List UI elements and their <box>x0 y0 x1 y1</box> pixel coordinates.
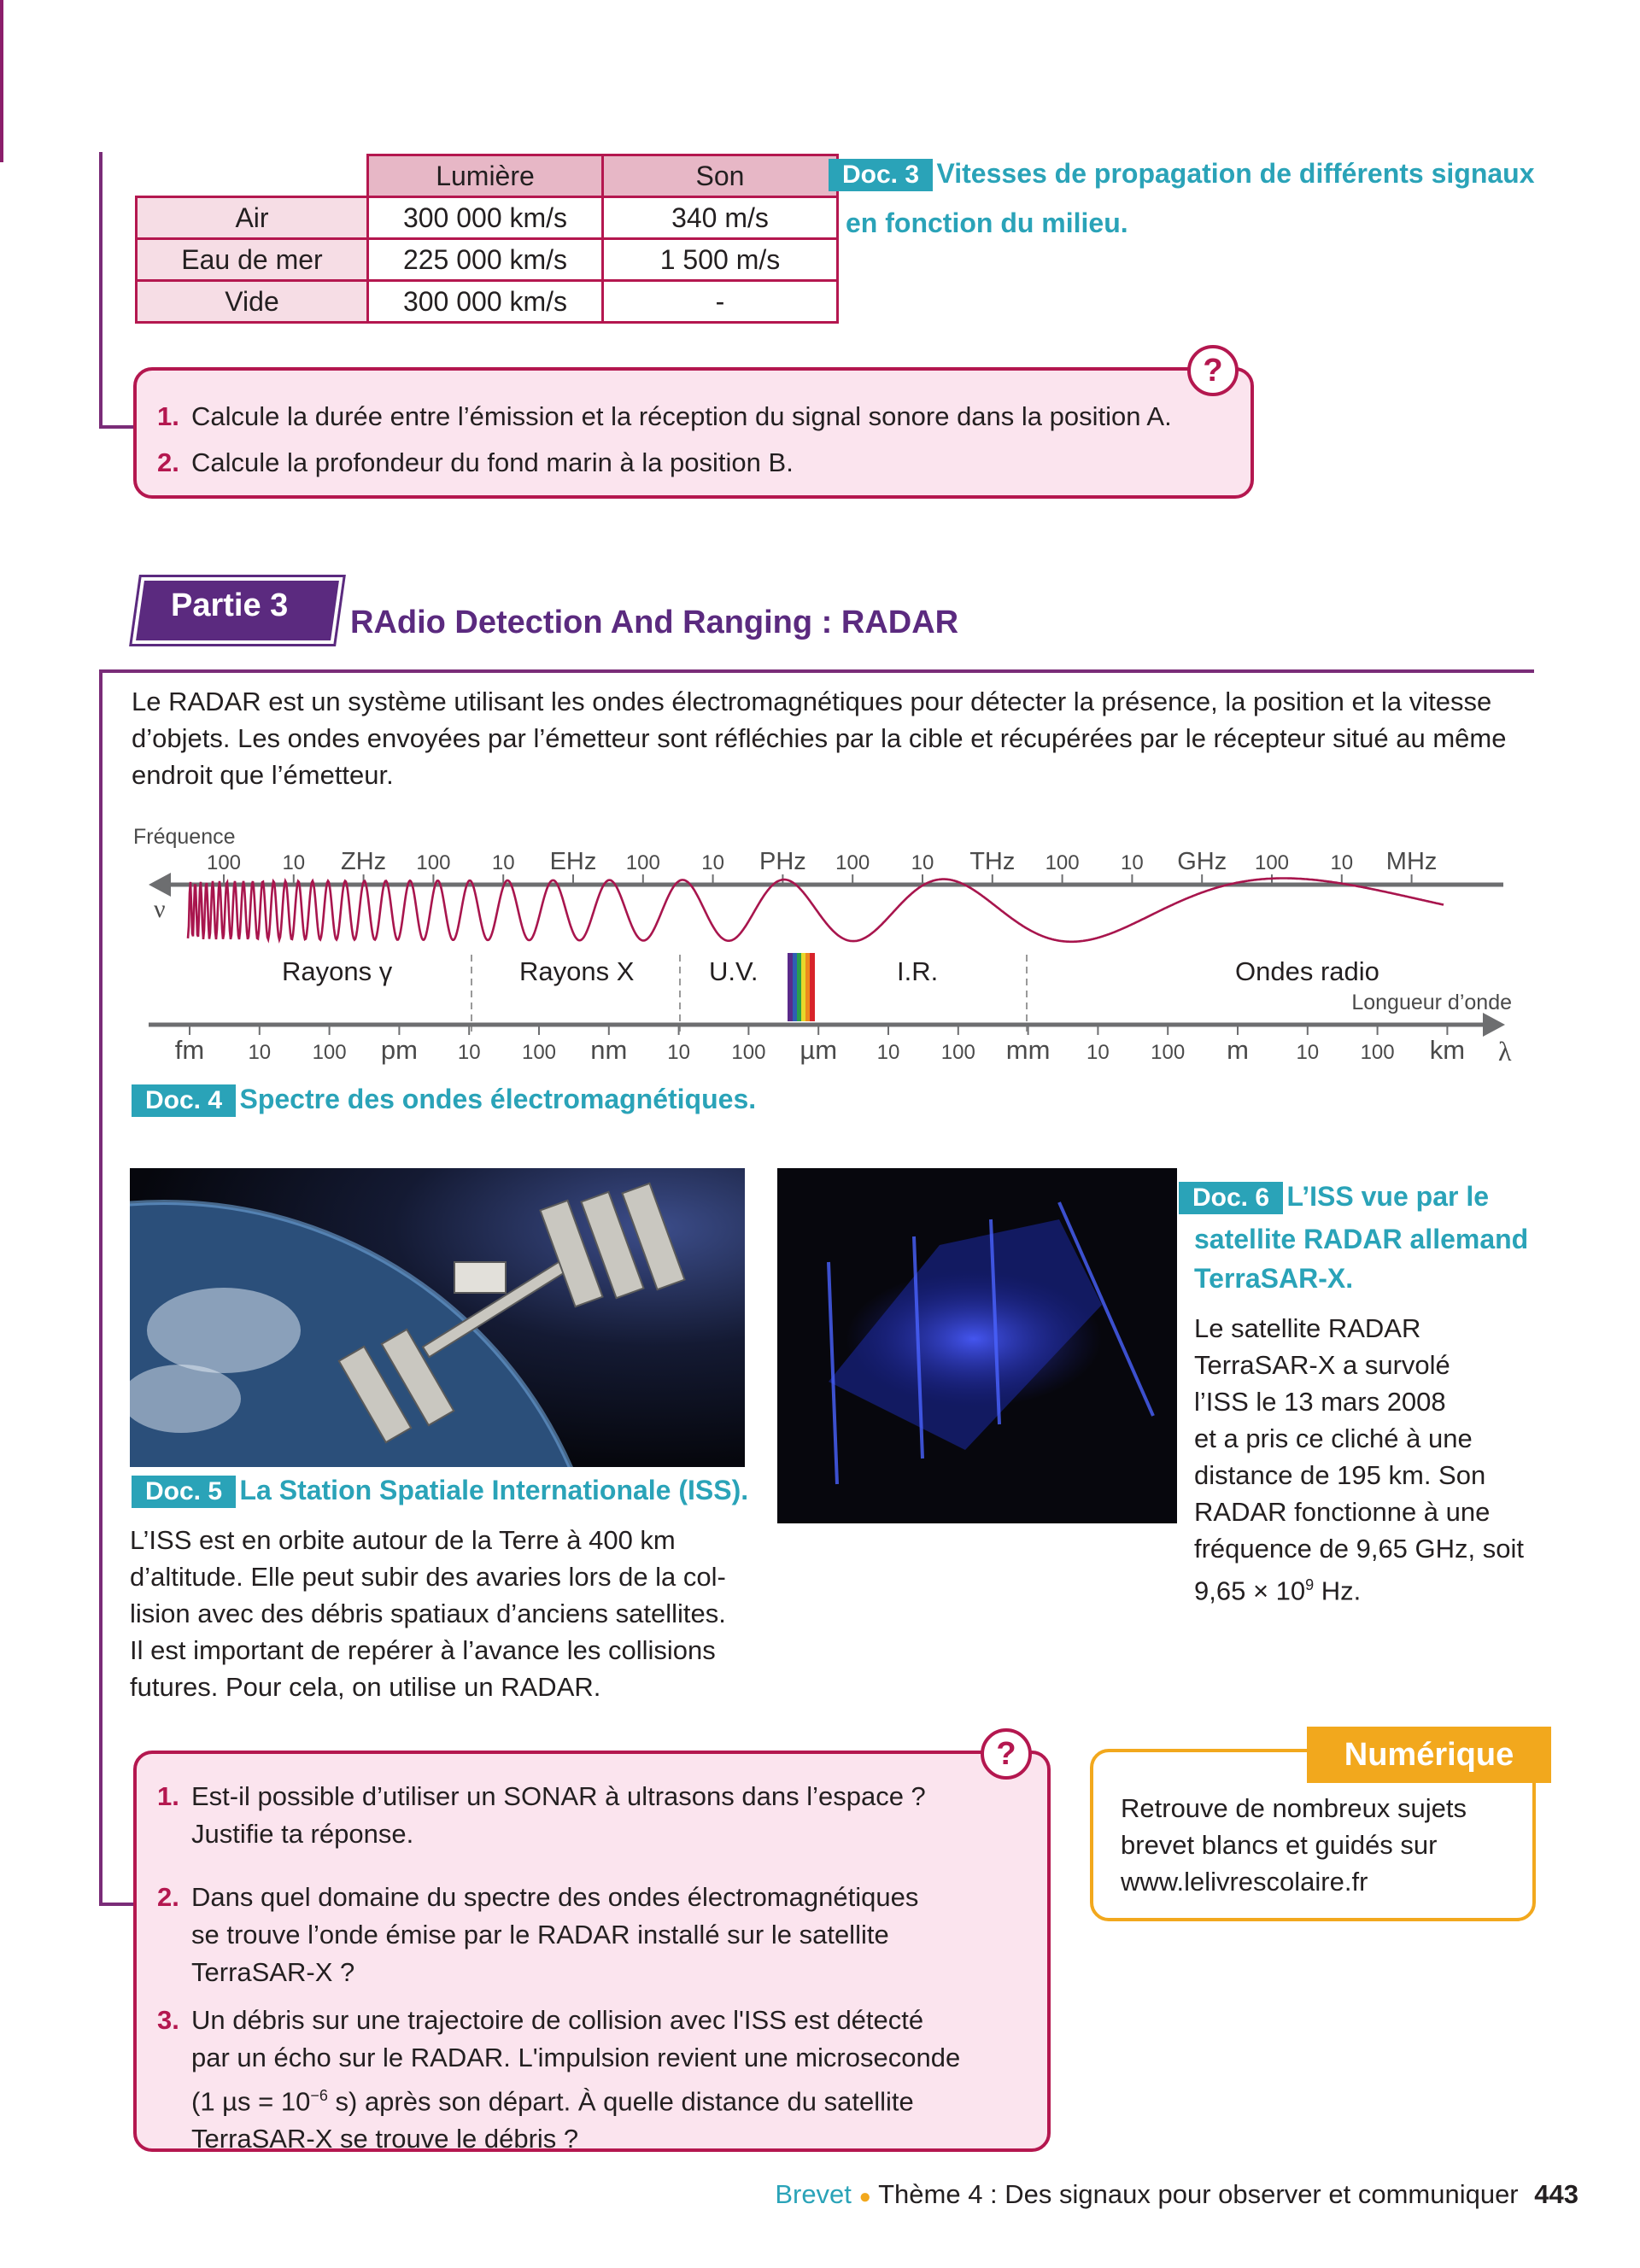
tick-label: m <box>1227 1035 1249 1065</box>
tick-label: 100 <box>206 851 242 874</box>
doc-title: Vitesses de propagation de différents signaux <box>936 158 1535 189</box>
freq-axis-arrow <box>149 873 171 897</box>
tick-label: 100 <box>312 1041 347 1064</box>
doc4-caption <box>132 1079 756 1119</box>
tick-label: km <box>1429 1035 1466 1065</box>
text-line: Retrouve de nombreux sujets <box>1121 1793 1467 1823</box>
question-text: TerraSAR-X ? <box>191 1957 355 1987</box>
page-number: 443 <box>1534 2179 1578 2209</box>
partie-label: Partie 3 <box>171 587 289 623</box>
tick-label: THz <box>969 848 1016 875</box>
radar-image <box>777 1168 1177 1523</box>
sound-speed: 340 m/s <box>603 197 838 239</box>
question-text: Est-il possible d’utiliser un SONAR à ultrasons dans l’espace ? <box>191 1781 926 1811</box>
sound-speed: - <box>603 281 838 323</box>
exponent: −6 <box>310 2087 328 2104</box>
tick-label: MHz <box>1385 848 1438 875</box>
question-text: s) après son départ. À quelle distance du satellite <box>327 2086 914 2117</box>
doc-tag: Doc. 4 <box>132 1084 236 1117</box>
table-row <box>137 281 838 323</box>
tick-label: 100 <box>1254 851 1290 874</box>
question-box <box>133 1751 1051 2152</box>
section-rule <box>99 669 1534 673</box>
question-number: 1. <box>157 1781 179 1811</box>
wl-axis-title: Longueur d’onde <box>1351 991 1512 1014</box>
light-speed: 225 000 km/s <box>368 239 603 281</box>
tick-label: 10 <box>876 1041 900 1064</box>
wl-axis-arrow <box>1483 1013 1505 1037</box>
question-number: 3. <box>157 2005 179 2035</box>
bracket-line <box>99 152 102 429</box>
question-item <box>157 1879 918 1991</box>
doc-title: Spectre des ondes électromagnétiques. <box>239 1084 757 1114</box>
question-text: TerraSAR-X se trouve le débris ? <box>191 2124 579 2154</box>
text-line: distance de 195 km. Son <box>1194 1460 1486 1490</box>
numerique-tab: Numérique <box>1307 1727 1551 1783</box>
doc-tag: Doc. 6 <box>1179 1182 1283 1214</box>
row-label: Eau de mer <box>137 239 368 281</box>
tick-label: fm <box>174 1035 205 1065</box>
sound-speed: 1 500 m/s <box>603 239 838 281</box>
tick-label: 100 <box>1360 1041 1395 1064</box>
visible-band <box>788 953 815 1021</box>
domain-gamma: Rayons γ <box>282 956 393 986</box>
text-line: futures. Pour cela, on utilise un RADAR. <box>130 1672 601 1702</box>
text-fragment: Hz. <box>1314 1575 1362 1606</box>
text-line: Il est important de repérer à l’avance les collisions <box>130 1635 716 1665</box>
table-header: Son <box>603 155 838 197</box>
page-footer <box>775 2179 1578 2210</box>
table-row <box>137 197 838 239</box>
speed-table <box>135 154 839 324</box>
question-number: 2. <box>157 447 179 477</box>
tick-label: 100 <box>940 1041 975 1064</box>
iss-illustration <box>130 1168 745 1467</box>
doc-title: L’ISS vue par le <box>1286 1181 1490 1212</box>
iss-photo <box>130 1168 745 1467</box>
wave-curve <box>188 879 1444 942</box>
tick-label: nm <box>590 1035 628 1065</box>
doc-title: en fonction du milieu. <box>846 208 1128 238</box>
question-number: 2. <box>157 1882 179 1912</box>
question-text: Dans quel domaine du spectre des ondes électromagnétiques <box>191 1882 919 1912</box>
tick-label: EHz <box>549 848 597 875</box>
text-line: d’altitude. Elle peut subir des avaries lors de la col- <box>130 1562 726 1592</box>
tick-label: 10 <box>1121 851 1144 874</box>
question-item <box>157 444 794 482</box>
text-line: fréquence de 9,65 GHz, soit <box>1194 1534 1525 1564</box>
question-icon: ? <box>981 1728 1032 1780</box>
tick-label: 10 <box>1086 1041 1110 1064</box>
tick-label: GHz <box>1177 848 1227 875</box>
freq-symbol: ν <box>154 895 166 923</box>
intro-line: d’objets. Les ondes envoyées par l’émetteur sont réfléchies par la cible et récupérées par le récepteur situé au même <box>132 723 1507 753</box>
domain-radio: Ondes radio <box>1235 956 1379 986</box>
question-text: Calcule la durée entre l’émission et la réception du signal sonore dans la position A. <box>191 401 1172 431</box>
tick-label: PHz <box>759 848 806 875</box>
tick-label: 100 <box>625 851 660 874</box>
tick-label: 10 <box>1296 1041 1320 1064</box>
tick-label: 10 <box>701 851 724 874</box>
table-row <box>137 239 838 281</box>
question-box <box>133 367 1254 499</box>
tick-label: pm <box>380 1035 418 1065</box>
tick-label: ZHz <box>341 848 387 875</box>
doc-title: TerraSAR-X. <box>1194 1263 1354 1294</box>
row-label: Vide <box>137 281 368 323</box>
tick-label: 10 <box>457 1041 481 1064</box>
question-text: Justifie ta réponse. <box>191 1819 414 1849</box>
page-edge-marker <box>0 0 3 162</box>
question-item <box>157 2002 960 2158</box>
freq-axis-title: Fréquence <box>133 825 236 849</box>
tick-label: 10 <box>911 851 934 874</box>
tick-label: 100 <box>1151 1041 1186 1064</box>
table-corner <box>137 155 368 197</box>
spectrum-diagram <box>128 818 1538 1074</box>
bracket-line <box>99 425 137 429</box>
domain-uv: U.V. <box>709 956 758 986</box>
question-text: se trouve l’onde émise par le RADAR installé sur le satellite <box>191 1920 889 1949</box>
doc-tag: Doc. 5 <box>132 1476 236 1508</box>
doc-title: satellite RADAR allemand <box>1194 1224 1529 1254</box>
text-line: brevet blancs et guidés sur <box>1121 1830 1438 1860</box>
question-text: Calcule la profondeur du fond marin à la position B. <box>191 447 794 477</box>
wl-symbol: λ <box>1498 1036 1512 1067</box>
tick-label: mm <box>1005 1035 1051 1065</box>
intro-line: Le RADAR est un système utilisant les ondes électromagnétiques pour détecter la présence, la position et la vitesse <box>132 687 1492 716</box>
light-speed: 300 000 km/s <box>368 197 603 239</box>
tick-label: 10 <box>1330 851 1354 874</box>
light-speed: 300 000 km/s <box>368 281 603 323</box>
footer-theme: Thème 4 : Des signaux pour observer et communiquer <box>878 2179 1519 2209</box>
question-text: Un débris sur une trajectoire de collision avec l'ISS est détecté <box>191 2005 924 2035</box>
intro-line: endroit que l’émetteur. <box>132 760 394 790</box>
domain-xray: Rayons X <box>519 956 635 986</box>
tick-label: 10 <box>282 851 306 874</box>
text-line: RADAR fonctionne à une <box>1194 1497 1491 1527</box>
question-text: (1 µs = 10 <box>191 2086 311 2117</box>
question-item <box>157 1778 926 1853</box>
tick-label: 10 <box>248 1041 272 1064</box>
partie-title: RAdio Detection And Ranging : RADAR <box>350 605 959 640</box>
doc6-caption <box>1179 1177 1489 1216</box>
bracket-line <box>99 669 102 1906</box>
tick-label: µm <box>800 1035 838 1065</box>
tick-label: 10 <box>491 851 515 874</box>
tick-label: 100 <box>416 851 451 874</box>
text-line <box>1194 1567 1553 1609</box>
bracket-line <box>99 1903 137 1906</box>
footer-brevet: Brevet <box>775 2179 852 2209</box>
text-line: l’ISS le 13 mars 2008 <box>1194 1387 1446 1417</box>
radar-illustration <box>777 1168 1177 1523</box>
tick-label: 10 <box>667 1041 690 1064</box>
text-line: L’ISS est en orbite autour de la Terre à 400 km <box>130 1525 676 1555</box>
table-header: Lumière <box>368 155 603 197</box>
footer-dot: ● <box>858 2185 872 2208</box>
question-text: par un écho sur le RADAR. L'impulsion revient une microseconde <box>191 2043 961 2072</box>
tick-label: 100 <box>1045 851 1080 874</box>
row-label: Air <box>137 197 368 239</box>
doc5-text <box>130 1522 762 1705</box>
tick-label: 100 <box>731 1041 766 1064</box>
text-line: TerraSAR-X a survolé <box>1194 1350 1450 1380</box>
question-item <box>157 398 1172 435</box>
doc6-text <box>1194 1310 1553 1609</box>
text-line: et a pris ce cliché à une <box>1194 1423 1473 1453</box>
intro-paragraph <box>132 683 1541 793</box>
numerique-text <box>1121 1790 1467 1900</box>
text-line: Le satellite RADAR <box>1194 1313 1421 1343</box>
doc-tag: Doc. 3 <box>829 159 933 191</box>
tick-label: 100 <box>835 851 870 874</box>
domain-ir: I.R. <box>897 956 939 986</box>
doc-title: La Station Spatiale Internationale (ISS). <box>239 1475 749 1505</box>
wl-tick-labels <box>175 1025 1465 1065</box>
website-link[interactable]: www.lelivrescolaire.fr <box>1121 1867 1368 1897</box>
doc3-caption <box>829 154 1535 193</box>
exponent: 9 <box>1305 1576 1315 1593</box>
text-fragment: 9,65 × 10 <box>1194 1575 1306 1606</box>
doc5-caption <box>132 1470 748 1510</box>
question-icon: ? <box>1187 345 1239 396</box>
question-number: 1. <box>157 401 179 431</box>
tick-label: 100 <box>521 1041 557 1064</box>
text-line: lision avec des débris spatiaux d’anciens satellites. <box>130 1599 726 1628</box>
